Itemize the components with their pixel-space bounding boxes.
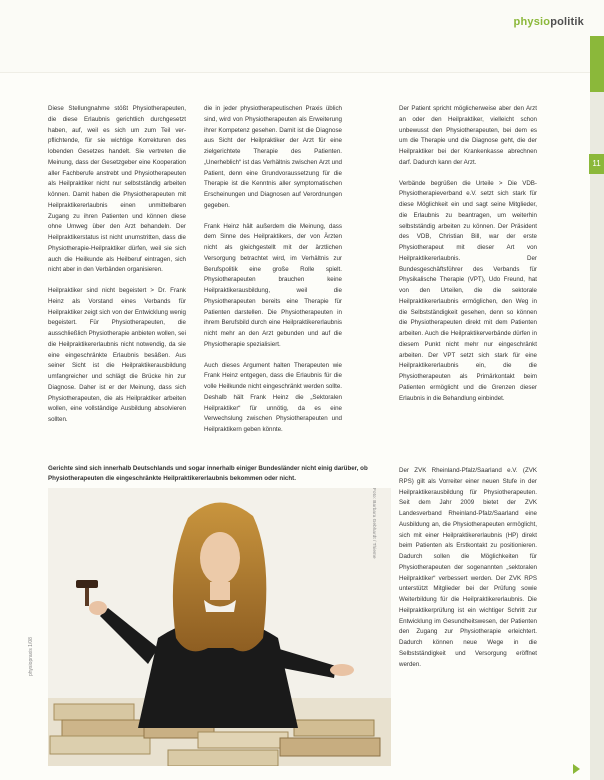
- paragraph: die in jeder physiotherapeutischen Praxis üblich sind, wird von Physiotherapeuten als Erweiterung ihrer Kompetenz gesehen. Damit ist die Diagnose aus Sicht der Heilpraktiker der Arzt für eine zielgerichtete Therapie des Patienten. „Unerheblich“ ist das Verhältnis zwischen Arzt und Patient, denn eine Grundvoraussetzung für die Therapie ist die Kenntnis aller symptomatischen Erscheinungen und Diagnosen auf Verordnungen gegeben.: [204, 105, 342, 209]
- paragraph: Diese Stellungnahme stößt Physiotherapeuten, die diese Erlaubnis gerichtlich durchgesetzt haben, auf, weil es sich um zum Teil verpflichtende, für sie wichtige Korrekturen des lobenden Gesetzes handelt. Sie vertreten die Meinung, dass der Gesetzgeber eine Kooperation aller Fachberufe anstrebt und Physiotherapeuten als Heilpraktiker nicht nur selbstständig arbeiten können. Damit haben die Physiotherapeuten mit Heilpraktikererlaubnis einen unmittelbaren Zugang zu ihren Patienten und können diese ohne Umweg über den Arzt behandeln. Der Heilpraktikerstatus ist nicht unumstritten, dass die Physiotherapie-Heilpraktiker dürfen, weil sie sich auch die Heilkunde als Heilberuf eintragen, sich nicht aber in den Verbänden organisieren.: [48, 105, 186, 274]
- paragraph: Auch dieses Argument halten Therapeuten wie Frank Heinz entgegen, dass die Erlaubnis für die volle Heilkunde nicht eingeschränkt werden sollte. Deshalb hält Frank Heinz die „Sektoralen Heilpraktiker“ für unnötig, da es eine Verwechslung zwischen Physiotherapeuten und Heilpraktikern geben könnte.: [204, 361, 342, 433]
- section-header: [514, 16, 584, 28]
- next-page-arrow-icon: [573, 764, 580, 774]
- header-politik: politik: [550, 16, 584, 28]
- page-edge: [590, 92, 604, 780]
- column-1: [48, 104, 186, 426]
- column-4: [399, 466, 537, 670]
- paragraph: Heilpraktiker sind nicht begeistert > Dr. Frank Heinz als Vorstand eines Verbands für Heilpraktiker zeigt sich von der Entwicklung wenig begeistert. Für Physiotherapeuten, die ausschließlich Physiotherapie anbieten wollen, sei die Heilpraktikererlaubnis nicht notwendig, da sie eine eingeschränkte Erlaubnis besäßen. Aus seiner Sicht ist die Heilpraktikerausbildung umfangreicher und schlägt die Brücke hin zur Diagnose. Daher ist er der Meinung, dass sich Physiotherapeuten, die als Heilpraktiker arbeiten wollen, eine vollständige Ausbildung absolvieren sollten.: [48, 287, 186, 423]
- photo-judge-with-gavel: [48, 488, 391, 766]
- accent-bar: [590, 36, 604, 92]
- header-physio: physio: [513, 16, 551, 28]
- photo-caption: Gerichte sind sich innerhalb Deutschlands und sogar innerhalb einiger Bundesländer nicht einig darüber, ob Physiotherapeuten die eingeschränkte Heilpraktikererlaubnis bekommen oder nicht.: [48, 465, 368, 482]
- paragraph: Verbände begrüßen die Urteile > Die VDB-Physiotherapieverband e.V. setzt sich stark für diese Möglichkeit ein und sagt seine Mitglieder, die Erlaubnis zu beantragen, um weiterhin selbstständig arbeiten zu können. Der Präsident des VDB, Christian Bill, war der erste Physiotherapeut mit dieser Art von Heilpraktikererlaubnis. Der Bundesgeschäftsführer des Verbands für Physikalische Therapie (VPT), Udo Freund, hat von den Urteilen, die die sektorale Heilpraktikererlaubnis ermöglichen, den Weg in die Selbstständigkeit gesehen, denn so können die Physiotherapeuten direkt mit dem Patienten arbeiten. Auch die Heilpraktikerverbände dürfen in diesem Punkt nicht mehr nur eingeschränkt arbeiten. Der VPT setzt sich stark für eine Heilpraktikererlaubnis ein, die die Physiotherapeuten als Primärkontakt beim Patienten ermöglicht und die Grenzen dieser Erlaubnis in die Behandlung einbindet.: [399, 179, 537, 402]
- photo-credit: Foto: Barbara Gebhardt / Thieme: [371, 488, 376, 559]
- side-label: physiopraxis 1/08: [28, 637, 34, 676]
- paragraph: Frank Heinz hält außerdem die Meinung, dass dem Sinne des Heilpraktikers, der von Ärzten nicht als gleichgestellt mit der ärztlichen Versorgung betrachtet wird, im Verhältnis zur Berufspolitik eine große Rolle spielt. Physiotherapeuten brauchen keine Heilpraktikerausbildung, weil die Physiotherapeuten bereits eine Therapie für Patienten darstellen. Die Physiotherapeuten in ihrem Berufsbild durch eine Heilpraktikererlaubnis nicht mehr an den Arzt gebunden und auf die Physiotherapie spezialisiert.: [204, 222, 342, 348]
- top-band: [0, 0, 604, 73]
- column-3: [399, 104, 537, 404]
- column-2: [204, 104, 342, 436]
- paragraph: Der Patient spricht möglicherweise aber den Arzt an oder den Heilpraktiker, vielleicht schon unbewusst den Physiotherapeuten, bei dem es um die Therapie und die Diagnose geht, die der Heilpraktiker bei der Krankenkasse abrechnen darf. Dadurch kann der Arzt.: [399, 105, 537, 166]
- page-number: 11: [589, 154, 604, 174]
- paragraph: Der ZVK Rheinland-Pfalz/Saarland e.V. (ZVK RPS) gilt als Vorreiter einer neuen Stufe in der Heilpraktikerausbildung für Physiotherapeuten. Seit dem Jahr 2009 bietet der ZVK Landesverband Rheinland-Pfalz/Saarland eine Ausbildung an, die Physiotherapeuten ermöglicht, sich mit einer Heilpraktikererlaubnis (HP) direkt beim Patienten als Erstkontakt zu positionieren. Dadurch sollen die Möglichkeiten für Physiotherapeuten der sogenannten „sektoralen Heilpraktiker“ verbessert werden. Der ZVK RPS unterstützt Mitglieder bei der Prüfung sowie Weiterbildung für die Heilpraktikererlaubnis. Die Heilpraktikerprüfung ist ein wichtiger Schritt zur Entwicklung im Gesundheitswesen, der Patienten den Zugang zur Physiotherapie erleichtert. Dadurch können neue Wege in die Selbstständigkeit und Versorgung eröffnet werden.: [399, 467, 537, 668]
